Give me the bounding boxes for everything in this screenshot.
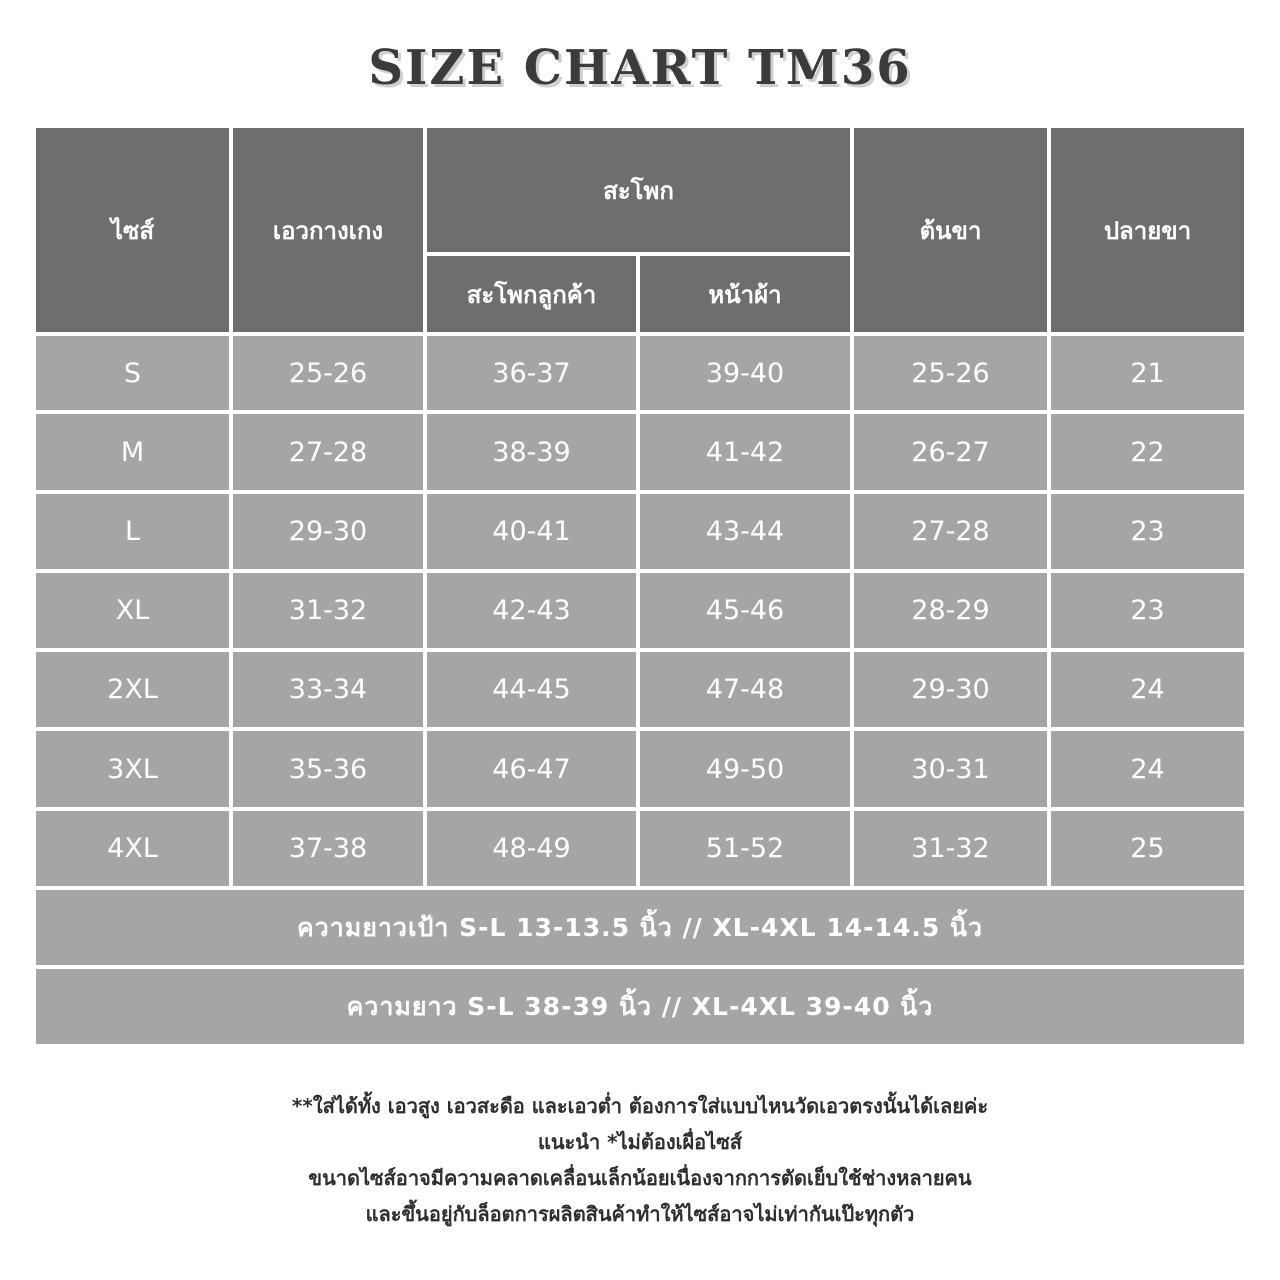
row-xl-thigh: 28-29 xyxy=(854,573,1047,648)
row-4xl-hip-customer: 48-49 xyxy=(427,811,636,886)
row-2xl-hip-fabric: 47-48 xyxy=(640,652,850,727)
row-m-hip-customer: 38-39 xyxy=(427,414,636,490)
note-waist-options: **ใส่ได้ทั้ง เอวสูง เอวสะดือ และเอวต่ำ ต้องการใส่แบบไหนวัดเอวตรงนั้นได้เลยค่ะ xyxy=(291,1094,989,1118)
row-s-hem: 21 xyxy=(1051,336,1244,410)
row-l-waist: 29-30 xyxy=(233,494,423,569)
header-thigh: ต้นขา xyxy=(854,128,1047,332)
row-xl-hip-customer: 42-43 xyxy=(427,573,636,648)
row-3xl-waist: 35-36 xyxy=(233,731,423,807)
header-hem: ปลายขา xyxy=(1051,128,1244,332)
header-hip-fabric: หน้าผ้า xyxy=(640,256,850,332)
row-l-thigh: 27-28 xyxy=(854,494,1047,569)
row-l-size: L xyxy=(36,494,229,569)
header-size: ไซส์ xyxy=(36,128,229,332)
row-s-waist: 25-26 xyxy=(233,336,423,410)
row-4xl-size: 4XL xyxy=(36,811,229,886)
row-4xl-waist: 37-38 xyxy=(233,811,423,886)
rise-length-note: ความยาวเป้า S-L 13-13.5 นิ้ว // XL-4XL 14-14.5 นิ้ว xyxy=(36,890,1244,965)
row-3xl-hip-fabric: 49-50 xyxy=(640,731,850,807)
row-xl-hip-fabric: 45-46 xyxy=(640,573,850,648)
footer-notes xyxy=(0,1088,1280,1232)
row-l-hip-customer: 40-41 xyxy=(427,494,636,569)
row-2xl-thigh: 29-30 xyxy=(854,652,1047,727)
row-4xl-hip-fabric: 51-52 xyxy=(640,811,850,886)
row-3xl-hem: 24 xyxy=(1051,731,1244,807)
row-m-thigh: 26-27 xyxy=(854,414,1047,490)
row-m-hem: 22 xyxy=(1051,414,1244,490)
row-3xl-thigh: 30-31 xyxy=(854,731,1047,807)
row-4xl-thigh: 31-32 xyxy=(854,811,1047,886)
note-size-variance: ขนาดไซส์อาจมีความคลาดเคลื่อนเล็กน้อยเนื่องจากการตัดเย็บใช้ช่างหลายคน xyxy=(308,1166,972,1190)
row-2xl-size: 2XL xyxy=(36,652,229,727)
row-m-hip-fabric: 41-42 xyxy=(640,414,850,490)
row-xl-hem: 23 xyxy=(1051,573,1244,648)
note-production-lot: และขึ้นอยู่กับล็อตการผลิตสินค้าทำให้ไซส์อาจไม่เท่ากันเป๊ะทุกตัว xyxy=(365,1202,915,1226)
total-length-note: ความยาว S-L 38-39 นิ้ว // XL-4XL 39-40 นิ้ว xyxy=(36,969,1244,1044)
row-3xl-size: 3XL xyxy=(36,731,229,807)
header-hip-customer: สะโพกลูกค้า xyxy=(427,256,636,332)
row-4xl-hem: 25 xyxy=(1051,811,1244,886)
row-m-size: M xyxy=(36,414,229,490)
row-2xl-hem: 24 xyxy=(1051,652,1244,727)
row-l-hip-fabric: 43-44 xyxy=(640,494,850,569)
row-2xl-waist: 33-34 xyxy=(233,652,423,727)
row-s-size: S xyxy=(36,336,229,410)
row-2xl-hip-customer: 44-45 xyxy=(427,652,636,727)
row-l-hem: 23 xyxy=(1051,494,1244,569)
header-waist: เอวกางเกง xyxy=(233,128,423,332)
row-xl-waist: 31-32 xyxy=(233,573,423,648)
note-recommendation: แนะนำ *ไม่ต้องเผื่อไซส์ xyxy=(537,1130,743,1154)
row-s-hip-customer: 36-37 xyxy=(427,336,636,410)
row-s-thigh: 25-26 xyxy=(854,336,1047,410)
header-hip-group: สะโพก xyxy=(427,128,850,252)
row-s-hip-fabric: 39-40 xyxy=(640,336,850,410)
row-xl-size: XL xyxy=(36,573,229,648)
row-m-waist: 27-28 xyxy=(233,414,423,490)
page-title: SIZE CHART TM36 xyxy=(368,40,912,96)
row-3xl-hip-customer: 46-47 xyxy=(427,731,636,807)
